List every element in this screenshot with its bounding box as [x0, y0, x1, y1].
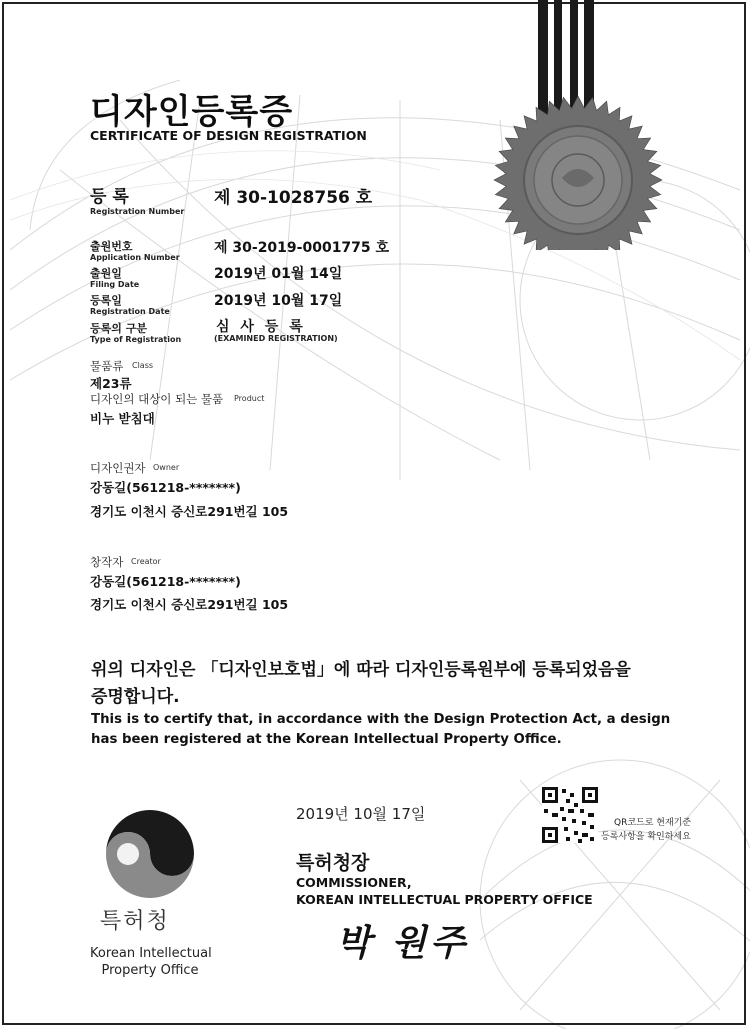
- owner-address: 경기도 이천시 증신로291번길 105: [90, 504, 289, 519]
- application-label-en: Application Number: [90, 253, 180, 262]
- qr-code-icon: [542, 787, 598, 843]
- creator-name: 강동길(561218-*******): [90, 574, 241, 589]
- type-label: 등록의 구분: [90, 322, 147, 335]
- owner-name: 강동길(561218-*******): [90, 480, 241, 495]
- commissioner-title-en-line1: COMMISSIONER,: [296, 875, 412, 890]
- product-value: 비누 받침대: [90, 411, 155, 426]
- office-name-ko: 특허청: [100, 909, 170, 934]
- registration-date-label: 등록일: [90, 294, 122, 307]
- application-number: 제 30-2019-0001775 호: [214, 240, 390, 256]
- class-label-en: Class: [132, 361, 154, 370]
- certificate-title: 디자인등록증: [90, 92, 294, 132]
- registration-date: 2019년 10월 17일: [214, 293, 343, 309]
- registration-date-label-en: Registration Date: [90, 307, 170, 316]
- certification-en-line2: has been registered at the Korean Intellectual Property Office.: [91, 732, 562, 747]
- registration-label-en: Registration Number: [90, 207, 185, 216]
- seal-emblem: [490, 0, 680, 250]
- owner-label: 디자인권자: [90, 461, 146, 475]
- product-label: 디자인의 대상이 되는 물품: [90, 392, 224, 406]
- commissioner-title: 특허청장: [296, 852, 370, 874]
- kipo-taegeuk-logo-icon: [104, 808, 196, 900]
- creator-address: 경기도 이천시 증신로291번길 105: [90, 597, 289, 612]
- filing-label: 출원일: [90, 267, 122, 280]
- application-label: 출원번호: [90, 240, 133, 253]
- class-label: 물품류: [90, 359, 124, 373]
- class-value: 제23류: [90, 376, 132, 391]
- type-value: 심 사 등 록: [216, 319, 306, 335]
- certificate-title-en: CERTIFICATE OF DESIGN REGISTRATION: [90, 128, 367, 143]
- creator-label-en: Creator: [131, 557, 161, 566]
- filing-label-en: Filing Date: [90, 280, 140, 289]
- creator-label: 창작자: [90, 555, 124, 569]
- owner-label-en: Owner: [153, 463, 180, 472]
- certification-ko-line2: 증명합니다.: [91, 687, 180, 707]
- commissioner-title-en-line2: KOREAN INTELLECTUAL PROPERTY OFFICE: [296, 892, 593, 907]
- registration-label: 등 록: [90, 187, 129, 207]
- office-name-en-line1: Korean Intellectual: [90, 946, 212, 961]
- commissioner-signature: 박 원주: [336, 922, 469, 964]
- registration-number: 제 30-1028756 호: [214, 188, 373, 208]
- office-name-en-line2: Property Office: [101, 963, 199, 978]
- qr-note-line1: QR코드로 현재기준: [614, 818, 692, 828]
- qr-note-line2: 등록사항을 확인하세요: [601, 832, 691, 842]
- certification-en-line1: This is to certify that, in accordance with the Design Protection Act, a design: [91, 712, 671, 727]
- certification-ko-line1: 위의 디자인은 「디자인보호법」에 따라 디자인등록원부에 등록되었음을: [91, 660, 631, 680]
- issue-date: 2019년 10월 17일: [296, 805, 426, 823]
- type-value-en: (EXAMINED REGISTRATION): [214, 334, 338, 343]
- filing-date: 2019년 01월 14일: [214, 266, 343, 282]
- product-label-en: Product: [234, 394, 265, 403]
- type-label-en: Type of Registration: [90, 335, 182, 344]
